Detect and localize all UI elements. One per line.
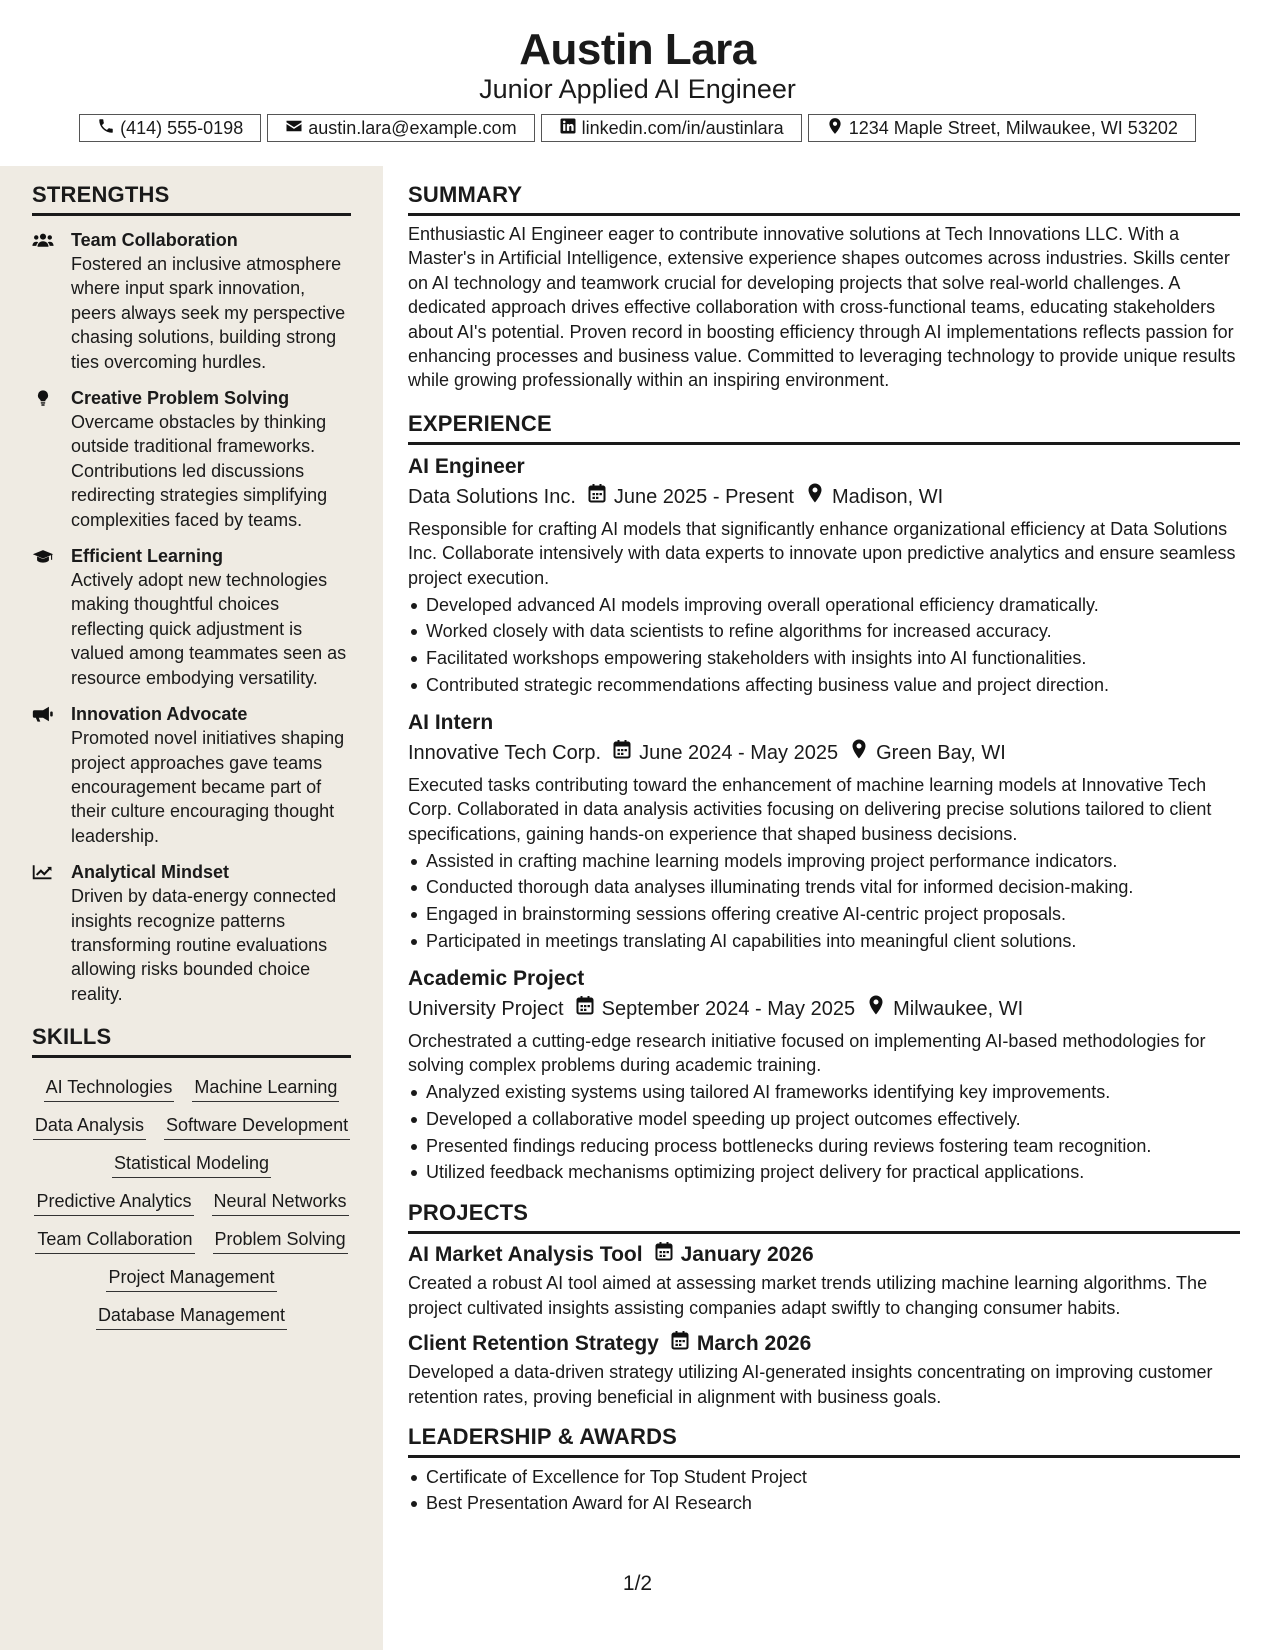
skill-tag: Problem Solving	[213, 1227, 348, 1254]
project-date: January 2026	[680, 1243, 814, 1267]
job-bullets	[408, 848, 1240, 955]
contact-linkedin[interactable]	[541, 114, 802, 142]
lightbulb-icon	[32, 389, 56, 409]
strength-name: Team Collaboration	[71, 230, 238, 250]
strength-name: Analytical Mindset	[71, 862, 230, 883]
list-item: Utilized feedback mechanisms optimizing project delivery for practical applications.	[426, 1159, 1240, 1186]
job-bullets	[408, 592, 1240, 699]
experience-heading: EXPERIENCE	[408, 409, 1240, 445]
project-name: AI Market Analysis Tool	[408, 1243, 643, 1267]
list-item: Best Presentation Award for AI Research	[426, 1490, 1240, 1517]
skill-tag: Neural Networks	[212, 1189, 349, 1216]
project-item	[408, 1330, 1240, 1409]
strength-desc: Promoted novel initiatives shaping project approaches gave teams encouragement became part of their culture encouraging thought leadership.	[71, 728, 345, 846]
skill-tag: Machine Learning	[192, 1075, 339, 1102]
summary-text: Enthusiastic AI Engineer eager to contribute innovative solutions at Tech Innovations LLC. With a Master's in Artificial Intelligence, extensive experience shapes outcomes across industries. Skills center on AI technology and teamwork crucial for developing projects that solve real-world challenges. A dedicated approach drives effective collaboration with cross-functional teams, educating stakeholders about AI's potential. Proven record in boosting efficiency through AI implementations reflects passion for enhancing processes and business value. Committed to leveraging technology to provide unique results while growing professionally within an inspiring environment.	[408, 224, 1236, 391]
project-date: March 2026	[696, 1332, 812, 1356]
summary-heading: SUMMARY	[408, 180, 1240, 216]
project-name: Client Retention Strategy	[408, 1332, 659, 1356]
job-company: University Project	[408, 997, 564, 1020]
job-description: Executed tasks contributing toward the enhancement of machine learning models at Innovative Tech Corp. Collaborated in data analysis activities focusing on delivering precise solutions tailored to client specifications, gaining hands-on experience that shaped business decisions.	[408, 774, 1212, 844]
list-item: Engaged in brainstorming sessions offering creative AI-centric project proposals.	[426, 901, 1240, 928]
main-content	[408, 166, 1240, 1517]
line-chart-icon	[32, 863, 56, 883]
strength-desc: Overcame obstacles by thinking outside traditional frameworks. Contributions led discussions redirecting strategies simplifying complexities faced by teams.	[71, 412, 328, 530]
strength-item	[32, 228, 351, 374]
strength-desc: Fostered an inclusive atmosphere where input spark innovation, peers always seek my perspective chasing solutions, building strong ties overcoming hurdles.	[71, 254, 346, 372]
list-item: Developed advanced AI models improving overall operational efficiency dramatically.	[426, 592, 1240, 619]
calendar-icon	[643, 1241, 681, 1269]
contact-bar	[0, 114, 1275, 142]
contact-address-text: 1234 Maple Street, Milwaukee, WI 53202	[848, 117, 1178, 138]
map-pin-icon	[855, 995, 893, 1023]
skill-tag: Software Development	[164, 1113, 350, 1140]
job-location: Milwaukee, WI	[893, 997, 1024, 1020]
skill-tag: Statistical Modeling	[112, 1151, 271, 1178]
job-meta	[408, 483, 1240, 511]
page-number: 1/2	[622, 1572, 653, 1595]
contact-address	[808, 114, 1196, 142]
list-item: Presented findings reducing process bottlenecks during reviews fostering team recognition.	[426, 1133, 1240, 1160]
job-role: Academic Project	[408, 966, 585, 990]
users-icon	[32, 231, 56, 251]
strength-desc: Driven by data-energy connected insights recognize patterns transforming routine evaluations allowing risks bounded choice reality.	[71, 886, 337, 1004]
skills-list	[32, 1075, 351, 1330]
contact-email[interactable]	[267, 114, 534, 142]
resume-header	[0, 0, 1275, 166]
job-bullets	[408, 1079, 1240, 1186]
job-dates: June 2024 - May 2025	[639, 741, 839, 764]
job-company: Innovative Tech Corp.	[408, 741, 602, 764]
map-pin-icon	[794, 483, 832, 511]
job-description: Orchestrated a cutting-edge research initiative focused on implementing AI-based methodologies for solving complex problems during academic training.	[408, 1030, 1206, 1076]
list-item: Certificate of Excellence for Top Student Project	[426, 1464, 1240, 1491]
contact-phone-text: (414) 555-0198	[120, 117, 244, 138]
strength-item	[32, 860, 351, 1006]
linkedin-icon	[559, 117, 577, 140]
graduation-cap-icon	[32, 547, 56, 567]
list-item: Worked closely with data scientists to refine algorithms for increased accuracy.	[426, 618, 1240, 645]
calendar-icon	[564, 995, 602, 1023]
envelope-icon	[285, 117, 303, 140]
phone-icon	[97, 117, 115, 140]
project-header	[408, 1241, 1240, 1269]
skill-tag: Data Analysis	[33, 1113, 146, 1140]
skill-tag: Project Management	[106, 1265, 276, 1292]
skill-tag: Predictive Analytics	[34, 1189, 193, 1216]
contact-phone	[79, 114, 261, 142]
calendar-icon	[659, 1330, 697, 1358]
project-description: Developed a data-driven strategy utilizing AI-generated insights concentrating on improving customer retention rates, proving beneficial in alignment with business goals.	[408, 1362, 1213, 1407]
awards-list	[408, 1464, 1240, 1518]
job-dates: September 2024 - May 2025	[601, 997, 856, 1020]
map-pin-icon	[838, 739, 876, 767]
skill-tag: Database Management	[96, 1303, 287, 1330]
contact-linkedin-text: linkedin.com/in/austinlara	[581, 117, 784, 138]
job-role: AI Intern	[408, 710, 494, 734]
job-description: Responsible for crafting AI models that significantly enhance organizational efficiency at Data Solutions Inc. Collaborate intensively with data experts to innovate upon predictive analytics and ensure seamless project execution.	[408, 518, 1236, 589]
project-header	[408, 1330, 1240, 1358]
project-item	[408, 1241, 1240, 1320]
job-meta	[408, 739, 1240, 767]
list-item: Conducted thorough data analyses illuminating trends vital for informed decision-making.	[426, 874, 1240, 901]
strength-item	[32, 702, 351, 848]
strength-item	[32, 544, 351, 690]
job-dates: June 2025 - Present	[613, 485, 794, 508]
map-pin-icon	[826, 117, 844, 140]
sidebar	[0, 166, 383, 1650]
candidate-name: Austin Lara	[519, 25, 756, 74]
awards-heading: LEADERSHIP & AWARDS	[408, 1422, 1240, 1458]
job-location: Green Bay, WI	[876, 741, 1006, 764]
contact-email-text: austin.lara@example.com	[308, 117, 517, 138]
strength-name: Efficient Learning	[71, 546, 224, 567]
skill-tag: Team Collaboration	[35, 1227, 194, 1254]
project-description: Created a robust AI tool aimed at assessing market trends utilizing machine learning algorithms. The project cultivated insights assisting companies adapt swiftly to changing consumer habits.	[408, 1273, 1208, 1318]
list-item: Assisted in crafting machine learning models improving project performance indicators.	[426, 848, 1240, 875]
list-item: Developed a collaborative model speeding up project outcomes effectively.	[426, 1106, 1240, 1133]
list-item: Facilitated workshops empowering stakeholders with insights into AI functionalities.	[426, 645, 1240, 672]
list-item: Analyzed existing systems using tailored AI frameworks identifying key improvements.	[426, 1079, 1240, 1106]
experience-item	[408, 965, 1240, 1186]
job-role: AI Engineer	[408, 454, 525, 478]
list-item: Participated in meetings translating AI capabilities into meaningful client solutions.	[426, 928, 1240, 955]
calendar-icon	[601, 739, 639, 767]
experience-item	[408, 453, 1240, 699]
list-item: Contributed strategic recommendations affecting business value and project direction.	[426, 672, 1240, 699]
candidate-title: Junior Applied AI Engineer	[479, 74, 796, 104]
projects-heading: PROJECTS	[408, 1198, 1240, 1234]
calendar-icon	[576, 483, 614, 511]
experience-item	[408, 709, 1240, 955]
strength-name: Innovation Advocate	[71, 704, 248, 725]
strength-name: Creative Problem Solving	[71, 388, 290, 409]
strength-item	[32, 386, 351, 532]
skills-section	[32, 1022, 351, 1330]
megaphone-icon	[32, 705, 56, 725]
skill-tag: AI Technologies	[44, 1075, 175, 1102]
job-company: Data Solutions Inc.	[408, 485, 576, 508]
strength-desc: Actively adopt new technologies making thoughtful choices reflecting quick adjustment is valued among teammates seen as resource embodying versatility.	[71, 570, 347, 688]
job-location: Madison, WI	[832, 485, 944, 508]
skills-heading: SKILLS	[32, 1022, 351, 1058]
strengths-heading: STRENGTHS	[32, 180, 351, 216]
job-meta	[408, 995, 1240, 1023]
